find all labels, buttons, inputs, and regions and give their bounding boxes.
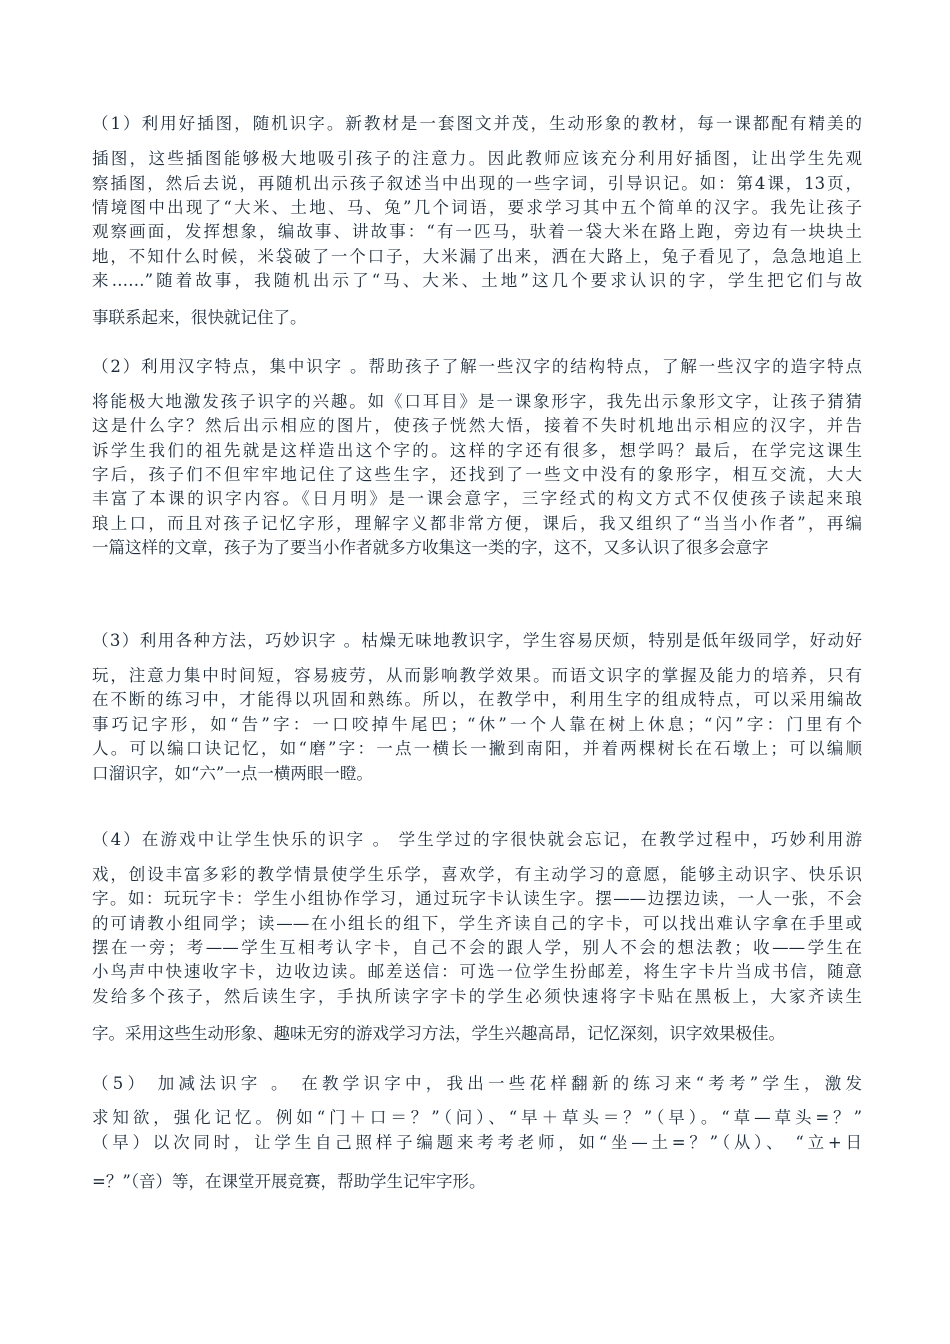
paragraph-line: 玩，注意力集中时间短，容易疲劳，从而影响教学效果。而语文识字的掌握及能力的培养，只有 [92,666,862,685]
paragraph-line: （1）利用好插图，随机识字。新教材是一套图文并茂，生动形象的教材，每一课都配有精美的 [92,114,862,133]
paragraph-line: 摆在一旁；考——学生互相考认字卡，自己不会的跟人学，别人不会的想法教；收——学生在 [92,938,862,957]
paragraph-line: 口溜识字，如“六”一点一横两眼一瞪。 [92,764,373,783]
paragraph-line: 小鸟声中快速收字卡，边收边读。邮差送信：可选一位学生扮邮差，将生字卡片当成书信，随意 [92,962,862,981]
paragraph-line: 字后，孩子们不但牢牢地记住了这些生字，还找到了一些文中没有的象形字，相互交流，大大 [92,465,862,484]
paragraph-line: 事巧记字形，如“告”字：一口咬掉牛尾巴；“休”一个人靠在树上休息；“闪”字：门里有个 [92,715,862,734]
paragraph-line: 在不断的练习中，才能得以巩固和熟练。所以，在教学中，利用生字的组成特点，可以采用编故 [92,690,862,709]
paragraph-line: 字。如：玩玩字卡：学生小组协作学习，通过玩字卡认读生字。摆——边摆边读，一人一张，不会 [92,889,862,908]
paragraph-line: 诉学生我们的祖先就是这样造出这个字的。这样的字还有很多，想学吗？最后，在学完这课生 [92,441,862,460]
paragraph-line: 求知欲，强化记忆。例如“门＋口＝？”（问）、“早＋草头＝？”（早）。“草—草头=？” [92,1108,862,1127]
paragraph-line: 将能极大地激发孩子识字的兴趣。如《口耳目》是一课象形字，我先出示象形文字，让孩子猜猜 [92,392,862,411]
paragraph-line: 一篇这样的文章，孩子为了要当小作者就多方收集这一类的字，这不，又多认识了很多会意字 [92,538,769,557]
paragraph-line: （4）在游戏中让学生快乐的识字 。 学生学过的字很快就会忘记，在教学过程中，巧妙利用游 [92,830,862,849]
paragraph-line: （早）以次同时，让学生自己照样子编题来考考老师，如“坐—土=？”（从）、 “立+日 [92,1133,862,1152]
paragraph-line: 琅上口，而且对孩子记忆字形，理解字义都非常方便，课后，我又组织了“当当小作者”，再编 [92,514,862,533]
paragraph-line: （3）利用各种方法，巧妙识字 。枯燥无味地教识字，学生容易厌烦，特别是低年级同学，好动好 [92,631,862,650]
paragraph-line: 插图，这些插图能够极大地吸引孩子的注意力。因此教师应该充分利用好插图，让出学生先观 [92,149,862,168]
paragraph-line: 字。采用这些生动形象、趣味无穷的游戏学习方法，学生兴趣高昂，记忆深刻，识字效果极佳。 [92,1024,785,1043]
paragraph-line: 人。可以编口诀记忆，如“磨”字：一点一横长一撇到南阳，并着两棵树长在石墩上；可以编顺 [92,739,862,758]
paragraph-line: 来……”随着故事，我随机出示了“马、大米、土地”这几个要求认识的字，学生把它们与故 [92,271,862,290]
paragraph-line: （2）利用汉字特点，集中识字 。帮助孩子了解一些汉字的结构特点，了解一些汉字的造字特点 [92,357,862,376]
paragraph-line: （5） 加减法识字 。 在教学识字中，我出一些花样翻新的练习来“考考”学生，激发 [92,1074,862,1093]
paragraph-line: 的可请教小组同学；读——在小组长的组下，学生齐读自己的字卡，可以找出难认字拿在手里或 [92,914,862,933]
paragraph-line: 发给多个孩子，然后读生字，手执所读字字卡的学生必须快速将字卡贴在黑板上，大家齐读生 [92,987,862,1006]
paragraph-line: 事联系起来，很快就记住了。 [92,308,307,327]
paragraph-line: 这是什么字？然后出示相应的图片，使孩子恍然大悟，接着不失时机地出示相应的汉字，并告 [92,416,862,435]
paragraph-line: 地，不知什么时候，米袋破了一个口子，大米漏了出来，洒在大路上，兔子看见了，急急地追上 [92,247,862,266]
paragraph-line: =？”（音）等，在课堂开展竞赛，帮助学生记牢字形。 [92,1172,486,1191]
paragraph-line: 情境图中出现了“大米、土地、马、兔”几个词语，要求学习其中五个简单的汉字。我先让孩子 [92,198,862,217]
paragraph-line: 察插图，然后去说，再随机出示孩子叙述当中出现的一些字词，引导识记。如：第4课，13页， [92,174,862,193]
paragraph-line: 戏，创设丰富多彩的教学情景使学生乐学，喜欢学，有主动学习的意愿，能够主动识字、快乐识 [92,865,862,884]
paragraph-line: 丰富了本课的识字内容。《日月明》是一课会意字，三字经式的构文方式不仅使孩子读起来琅 [92,489,862,508]
paragraph-line: 观察画面，发挥想象，编故事、讲故事：“有一匹马，驮着一袋大米在路上跑，旁边有一块块土 [92,222,862,241]
